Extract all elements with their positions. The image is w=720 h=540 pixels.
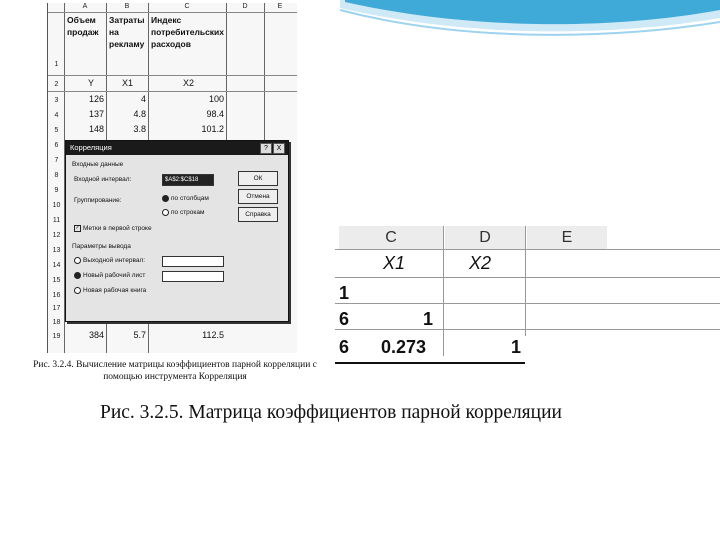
row-number: 9	[54, 187, 59, 194]
input-range-label: Входной интервал:	[74, 176, 132, 183]
header-sales: Объем продаж	[67, 15, 99, 37]
matrix-cell: 0.273	[381, 337, 427, 357]
column-header-c: C	[339, 226, 443, 249]
cancel-button[interactable]: Отмена	[238, 189, 278, 204]
dialog-title: Корреляция	[66, 141, 288, 155]
radio-label: Новая рабочая книга	[83, 287, 147, 295]
figure-caption-3-2-4: Рис. 3.2.4. Вычисление матрицы коэффициентов парной корреляции с помощью инструмента Корреляция	[33, 360, 317, 382]
matrix-cell: 1	[423, 309, 434, 329]
radio-by-columns[interactable]	[162, 195, 209, 202]
radio-label: по столбцам	[171, 195, 209, 203]
row-number: 8	[54, 172, 59, 179]
row-number: 17	[52, 305, 61, 312]
table-cell: 101.2	[201, 124, 224, 134]
table-cell: 148	[88, 124, 104, 134]
radio-output-range[interactable]	[74, 257, 145, 264]
row-number: 19	[52, 333, 61, 340]
radio-label: по строкам	[171, 209, 205, 217]
output-range-field[interactable]	[162, 256, 224, 267]
row-number: 2	[54, 81, 59, 88]
table-cell: 5.7	[133, 330, 146, 340]
help-button[interactable]: Справка	[238, 207, 278, 222]
matrix-header-x2: X2	[469, 253, 492, 273]
help-icon[interactable]: ?	[260, 143, 272, 154]
row-number: 3	[54, 97, 59, 104]
table-cell: 112.5	[202, 330, 224, 340]
table-cell: 4.8	[133, 109, 146, 119]
checkbox-icon: ✓	[75, 225, 80, 231]
row-label: 6	[339, 309, 350, 329]
row-number: 11	[52, 217, 61, 224]
table-cell: 137	[88, 109, 104, 119]
row-number: 7	[54, 157, 59, 164]
row-label: 1	[339, 283, 350, 303]
radio-icon	[162, 209, 169, 216]
row-number: 4	[54, 112, 59, 119]
correlation-matrix	[335, 226, 720, 366]
column-header-e: E	[277, 3, 283, 10]
radio-label: Новый рабочий лист	[83, 272, 146, 280]
label-x2: X2	[183, 78, 195, 88]
row-number: 1	[54, 61, 59, 68]
row-number: 12	[52, 232, 61, 239]
radio-label: Выходной интервал:	[83, 257, 146, 265]
correlation-dialog	[65, 140, 289, 322]
new-sheet-field[interactable]	[162, 271, 224, 282]
column-header-c: C	[184, 3, 190, 10]
input-group-label: Входные данные	[72, 161, 124, 168]
matrix-cell: 1	[511, 337, 522, 357]
label-x1: X1	[122, 78, 134, 88]
row-number: 14	[52, 262, 61, 269]
radio-icon	[74, 272, 81, 279]
column-header-d: D	[445, 226, 525, 249]
input-range-field[interactable]: $A$2:$C$18	[162, 174, 214, 186]
column-header-b: B	[124, 3, 130, 10]
radio-new-book[interactable]	[74, 287, 146, 294]
close-icon[interactable]: X	[273, 143, 285, 154]
row-number: 15	[52, 277, 61, 284]
row-number: 18	[52, 319, 61, 326]
column-header-e: E	[527, 226, 607, 249]
radio-icon	[74, 257, 81, 264]
radio-icon	[162, 195, 169, 202]
row-number: 10	[52, 202, 61, 209]
header-cpi: Индекс потребительских расходов	[151, 15, 225, 49]
table-cell: 98.4	[206, 109, 224, 119]
radio-icon	[74, 287, 81, 294]
header-ad-costs: Затраты на рекламу	[109, 15, 145, 49]
checkbox-label: Метки в первой строке	[83, 225, 152, 233]
table-cell: 126	[88, 94, 104, 104]
table-cell: 384	[88, 330, 104, 340]
output-group-label: Параметры вывода	[72, 243, 131, 250]
column-header-a: A	[82, 3, 88, 10]
table-cell: 100	[208, 94, 224, 104]
row-number: 13	[52, 247, 61, 254]
radio-by-rows[interactable]	[162, 209, 204, 216]
grouping-label: Группирование:	[74, 197, 122, 204]
table-cell: 3.8	[133, 124, 146, 134]
figure-caption-3-2-5: Рис. 3.2.5. Матрица коэффициентов парной корреляции	[100, 402, 562, 423]
radio-new-sheet[interactable]	[74, 272, 145, 279]
matrix-header-x1: X1	[383, 253, 406, 273]
row-number: 16	[52, 292, 61, 299]
column-header-d: D	[242, 3, 248, 10]
row-number: 6	[54, 142, 59, 149]
labels-first-row-checkbox[interactable]	[74, 225, 152, 232]
row-number: 5	[54, 127, 59, 134]
label-y: Y	[88, 78, 95, 88]
table-cell: 4	[140, 94, 146, 104]
ok-button[interactable]: ОК	[238, 171, 278, 186]
row-label: 6	[339, 337, 350, 357]
